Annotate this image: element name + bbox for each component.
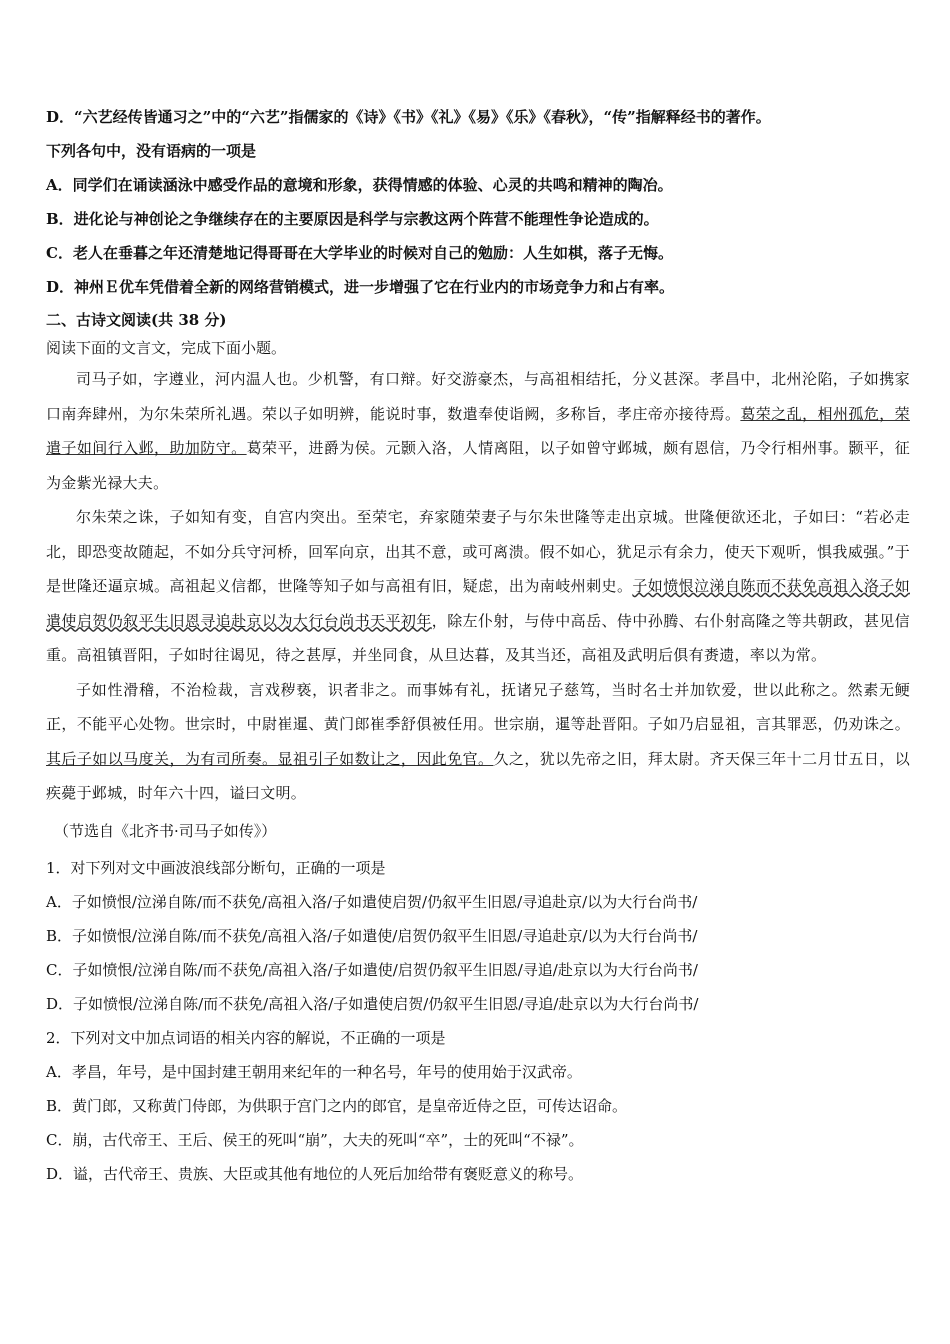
- underlined-sentence: 其后子如以马度关，为有司所奏。显祖引子如数让之，因此免官。: [46, 749, 494, 768]
- section-title: 二、古诗文阅读(共 38 分): [46, 311, 227, 329]
- passage-paragraph-3: [46, 673, 910, 811]
- question-1-option-b: B．子如愤恨/泣涕自陈/而不获免/高祖入洛/子如遣使/启贺仍叙平生旧恩/寻追赴京/以为大行台尚书/: [46, 926, 698, 945]
- section-intro: 阅读下面的文言文，完成下面小题。: [46, 339, 287, 357]
- passage-text: 葛荣平，进爵为侯。元颢入洛，人情离阻，以子如曾守邺城，颇有恩信，乃令行相州事。颢平，征为金紫光禄大夫。: [46, 439, 911, 492]
- question-2-option-b: B．黄门郎，又称黄门侍郎，为供职于宫门之内的郎官，是皇帝近侍之臣，可传达诏命。: [46, 1096, 628, 1115]
- passage-source: （节选自《北齐书·司马子如传》）: [54, 821, 277, 840]
- passage-paragraph-1: [46, 362, 910, 500]
- question-1-stem: 1．对下列对文中画波浪线部分断句，正确的一项是: [46, 858, 386, 877]
- grammar-option-a: A．同学们在诵读涵泳中感受作品的意境和形象，获得情感的体验、心灵的共鸣和精神的陶冶。: [46, 176, 673, 194]
- passage-text: ，除左仆射，与侍中高岳、侍中孙腾、右仆射高隆之等共朝政，甚见信重。高祖镇晋阳，子如时往谒见，待之甚厚，并坐同食，从旦达暮，及其当还，高祖及武明后俱有赉遗，率以为常。: [46, 611, 910, 664]
- passage-text: 司马子如，字遵业，河内温人也。少机警，有口辩。好交游豪杰，与高祖相结托，分义甚深。孝昌中，北州沦陷，子如携家口南奔肆州，为尔朱荣所礼遇。荣以子如明辨，能说时事，数遣奉使诣阙，多称旨，孝庄帝亦接待焉。: [46, 370, 910, 423]
- grammar-option-c: C．老人在垂暮之年还清楚地记得哥哥在大学毕业的时候对自己的勉励：人生如棋，落子无悔。: [46, 244, 673, 262]
- grammar-option-b: B．进化论与神创论之争继续存在的主要原因是科学与宗教这两个阵营不能理性争论造成的。: [46, 210, 659, 228]
- grammar-option-d: D．神州Ｅ优车凭借着全新的网络营销模式，进一步增强了它在行业内的市场竞争力和占有率。: [46, 278, 675, 296]
- question-1-option-d: D．子如愤恨/泣涕自陈/而不获免/高祖入洛/子如遣使启贺/仍叙平生旧恩/寻追/赴京以为大行台尚书/: [46, 994, 699, 1013]
- wavy-underlined-text: 子如愤恨泣涕自陈而不获免高祖入洛子如遣使启贺仍叙平生旧恩寻追赴京以为大行台尚书天平初年: [46, 577, 910, 630]
- passage-text: 久之，犹以先帝之旧，拜太尉。齐天保三年十二月廿五日，以疾薨于邺城，时年六十四，谥曰文明。: [46, 749, 911, 802]
- question-1-option-a: A．子如愤恨/泣涕自陈/而不获免/高祖入洛/子如遣使启贺/仍叙平生旧恩/寻追赴京/以为大行台尚书/: [46, 892, 698, 911]
- underlined-sentence: 葛荣之乱，相州孤危，荣遣子如间行入邺，助加防守。: [46, 404, 910, 457]
- question-grammar: 下列各句中，没有语病的一项是: [46, 142, 257, 160]
- question-2-stem: 2．下列对文中加点词语的相关内容的解说，不正确的一项是: [46, 1028, 446, 1047]
- question-2-option-a: A．孝昌，年号，是中国封建王朝用来纪年的一种名号，年号的使用始于汉武帝。: [46, 1062, 582, 1081]
- passage-text: 尔朱荣之诛，子如知有变，自宫内突出。至荣宅，弃家随荣妻子与尔朱世隆等走出京城。世隆便欲还北，子如曰：“若必走北，即恐变故随起，不如分兵守河桥，回军向京，出其不意，或可离溃。假不如心，犹足示有余力，使天下观听，惧我威强。”于是世隆还逼京城。高祖起义信都，世隆等知子如与高祖有旧，疑虑，出为南岐州刺史。: [46, 508, 910, 595]
- passage-paragraph-2: [46, 500, 910, 673]
- question-2-option-d: D．谥，古代帝王、贵族、大臣或其他有地位的人死后加给带有褒贬意义的称号。: [46, 1164, 584, 1183]
- option-d-previous-question: D．“六艺经传皆通习之”中的“六艺”指儒家的《诗》《书》《礼》《易》《乐》《春秋》，“传”指解释经书的著作。: [46, 108, 771, 126]
- question-1-option-c: C．子如愤恨/泣涕自陈/而不获免/高祖入洛/子如遣使/启贺仍叙平生旧恩/寻追/赴京以为大行台尚书/: [46, 960, 698, 979]
- passage-text: 子如性滑稽，不治检裁，言戏秽亵，识者非之。而事姊有礼，抚诸兄子慈笃，当时名士并加钦爱，世以此称之。然素无鲠正，不能平心处物。世宗时，中尉崔暹、黄门郎崔季舒俱被任用。世宗崩，暹等赴晋阳。子如乃启显祖，言其罪恶，仍劝诛之。: [46, 680, 910, 733]
- question-2-option-c: C．崩，古代帝王、王后、侯王的死叫“崩”，大夫的死叫“卒”，士的死叫“不禄”。: [46, 1130, 584, 1149]
